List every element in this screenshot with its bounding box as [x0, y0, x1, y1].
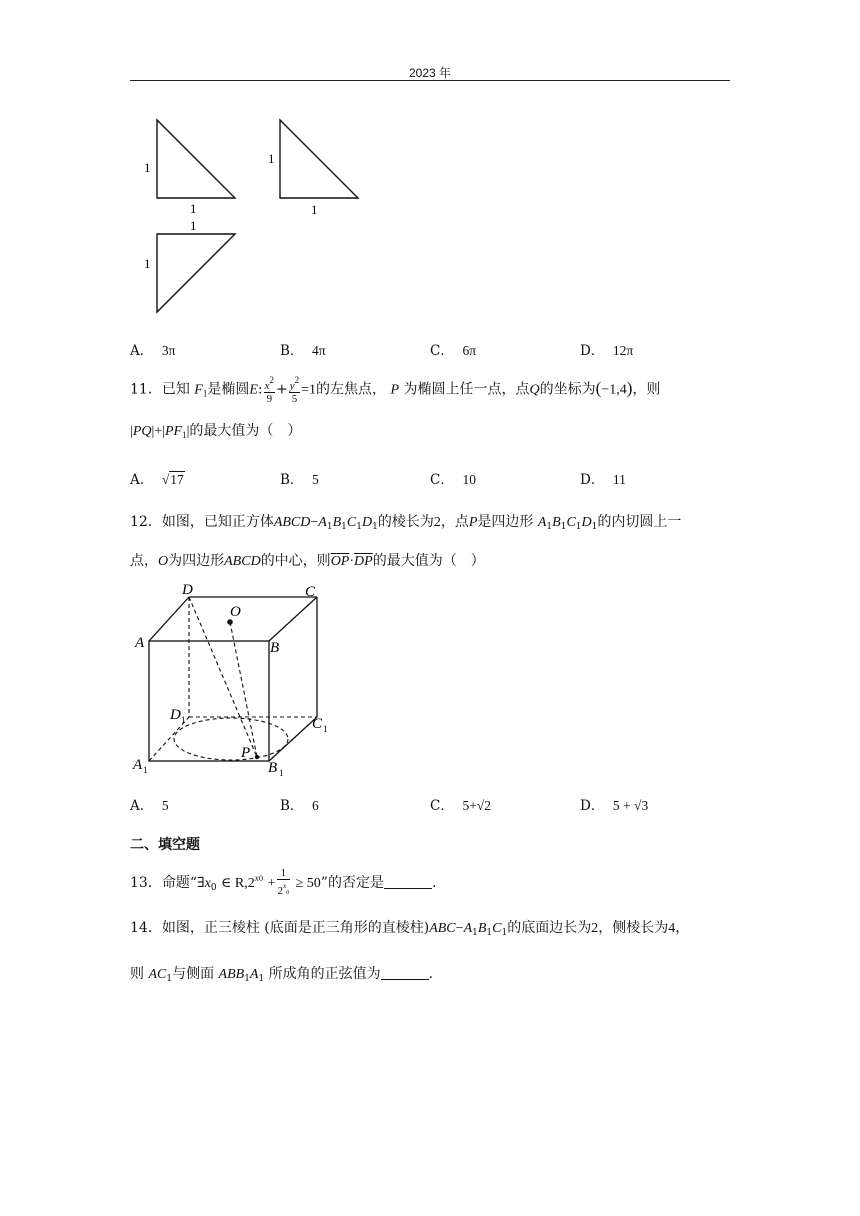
- edge-B1C1: [269, 717, 317, 761]
- top-view-triangle: [157, 234, 235, 312]
- label-P: P: [241, 745, 251, 761]
- q12-option-b: B． 6: [280, 798, 319, 814]
- point-P: [255, 755, 259, 759]
- q12-option-a: A． 5: [130, 798, 169, 814]
- front-view-height-label: 1: [144, 160, 151, 175]
- q10-option-b: B． 4π: [280, 343, 326, 359]
- cube-figure: [130, 578, 350, 778]
- q12-stem-line1: 12．如图，已知正方体$ABCD-A_1B_1C_1D_1$的棱长为2，点P是四边形 $A_1B_1C_1D_1$的内切圆上一: [130, 514, 682, 532]
- edge-AD: [149, 597, 189, 641]
- label-A1-sub: 1: [143, 765, 148, 775]
- label-A1: A: [133, 757, 143, 773]
- label-O: O: [230, 604, 241, 620]
- q11-option-b: B． 5: [280, 472, 319, 488]
- top-view-width-label: 1: [190, 218, 197, 233]
- top-view-height-label: 1: [144, 256, 151, 271]
- q10-option-a: A． 3π: [130, 343, 176, 359]
- q11-option-a: A． √17: [130, 472, 184, 488]
- label-C1-sub: 1: [323, 724, 328, 734]
- q11-option-d: D． 11: [580, 472, 626, 488]
- side-view-triangle: [280, 120, 358, 198]
- q14-stem-line2: 则 $AC_1$与侧面 $ABB_1A_1$ 所成角的正弦值为 .: [130, 966, 434, 984]
- q11-stem-line2: $|PQ|+|PF_1|$的最大值为（ ）: [130, 423, 302, 440]
- q14-stem-line1: 14．如图，正三棱柱 (底面是正三角形的直棱柱)$ABC-A_1B_1C_1$的底面边长为2，侧棱长为4，: [130, 920, 690, 938]
- label-A: A: [135, 635, 145, 651]
- label-D1: D: [170, 707, 181, 723]
- three-views-figure: [130, 110, 390, 320]
- segment-DP: [189, 597, 257, 757]
- q12-option-d: D． 5 + √3: [580, 798, 649, 814]
- label-C1: C: [312, 716, 323, 732]
- section-title: 二、填空题: [130, 837, 200, 853]
- q13-stem: 13．命题“$\exists x_0$ ∈ $R,2^{x0}$ + $\frac{1}{2^x0}$ ≥ 50”的否定是 .: [130, 867, 437, 897]
- edge-BC: [269, 597, 317, 641]
- front-view-width-label: 1: [190, 201, 197, 216]
- label-D1-sub: 1: [181, 715, 186, 725]
- page-header: 2023 年: [408, 66, 452, 80]
- label-D: D: [182, 582, 193, 598]
- label-B1-sub: 1: [279, 768, 284, 778]
- q11-option-c: C． 10: [430, 472, 476, 488]
- label-C: C: [305, 584, 316, 600]
- inscribed-circle: [174, 718, 288, 760]
- side-view-width-label: 1: [311, 202, 318, 217]
- segment-OP: [230, 622, 257, 757]
- q12-stem-line2: 点，O为四边形ABCD的中心，则$\overline{OP}\cdot\overline{DP}$的最大值为（ ）: [130, 553, 485, 569]
- label-B1: B: [268, 760, 278, 776]
- label-B: B: [270, 640, 280, 656]
- front-view-triangle: [157, 120, 235, 198]
- side-view-height-label: 1: [268, 151, 275, 166]
- q11-stem-line1: 11．已知 $F_1$是椭圆E: $\frac{x^2}{9}$ + $\frac{y^2}{5}$ =1的左焦点， P 为椭圆上任一点，点Q的坐标为(−1,4)，则: [130, 375, 661, 405]
- header-divider: [130, 80, 730, 81]
- q12-option-c: C． 5+√2: [430, 798, 491, 814]
- front-face: [149, 641, 269, 761]
- point-O: [227, 619, 233, 625]
- q10-option-c: C． 6π: [430, 343, 477, 359]
- q10-option-d: D． 12π: [580, 343, 634, 359]
